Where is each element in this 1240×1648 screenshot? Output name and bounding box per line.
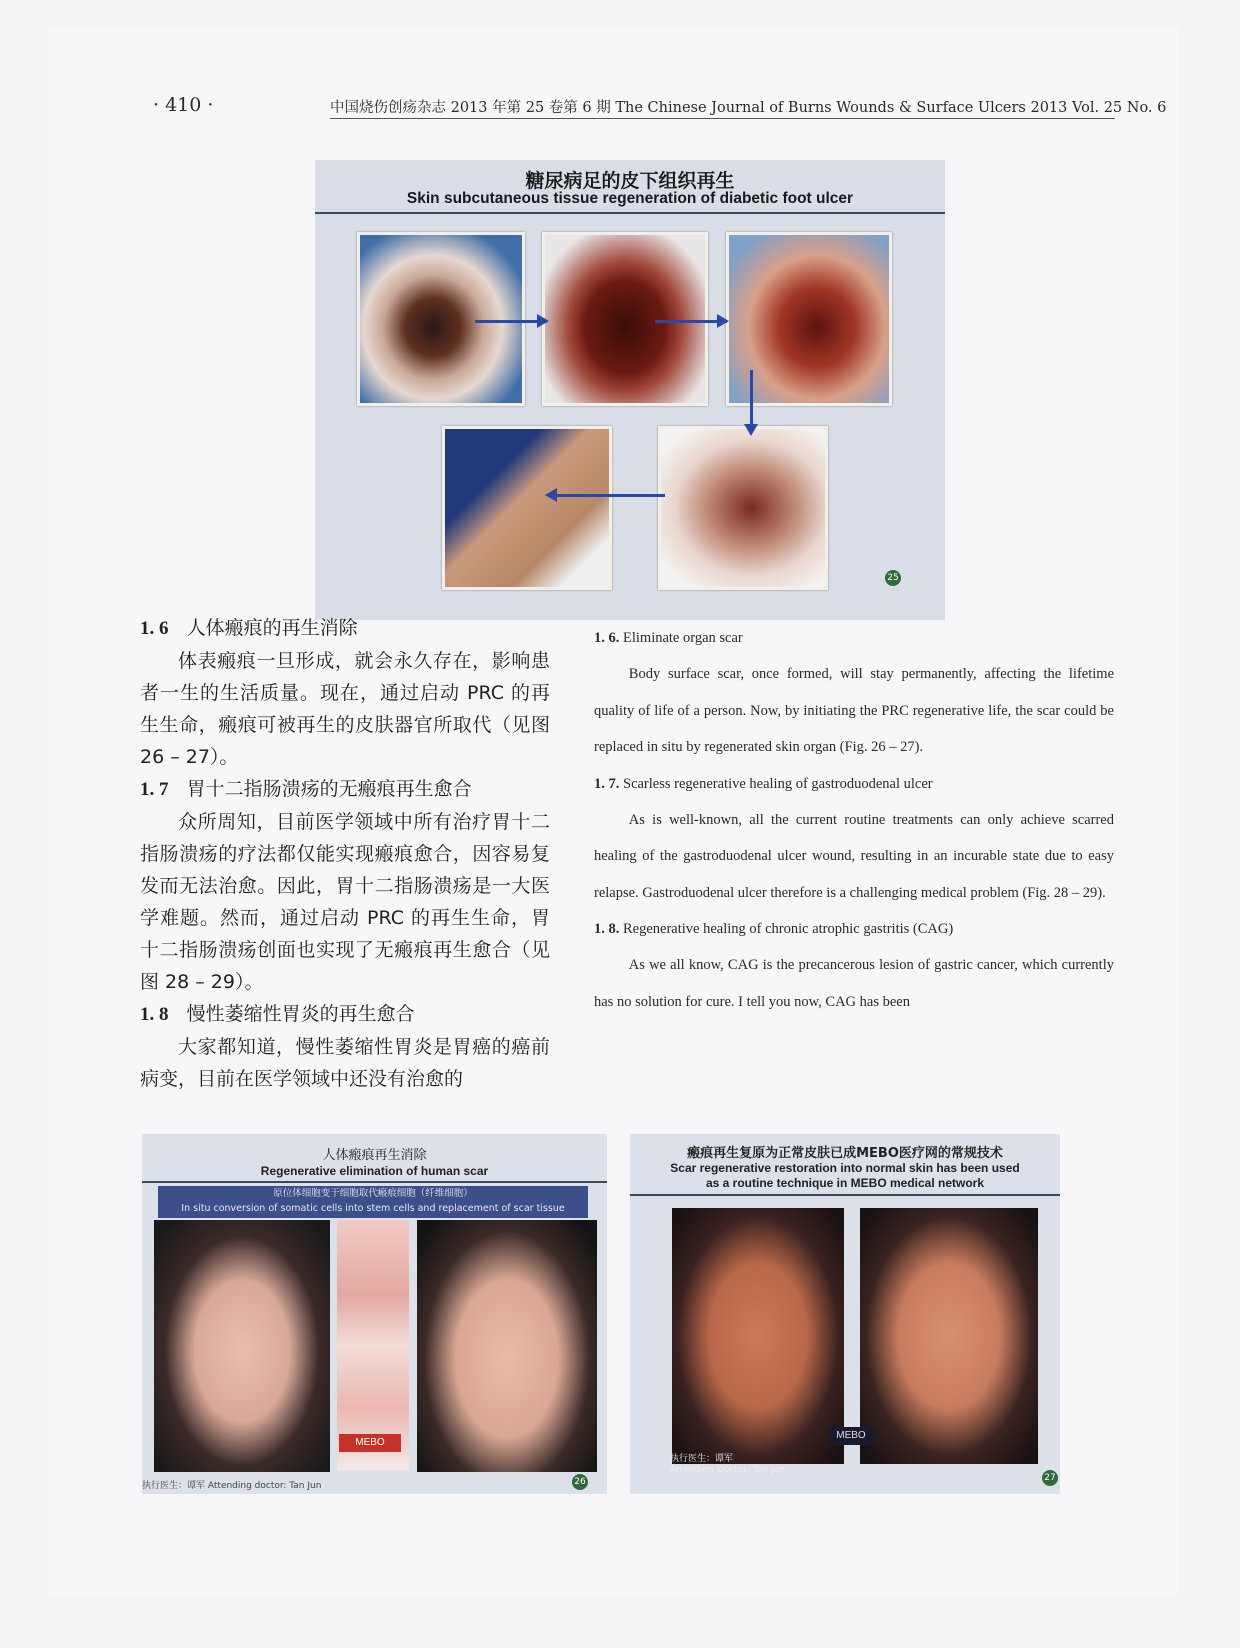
section-1-6-heading-en: [594, 620, 1114, 656]
figure-25-rule: [315, 212, 945, 214]
arrow-right-icon: [475, 320, 547, 323]
section-1-7-heading-en: [594, 766, 1114, 802]
paragraph-1-8-cn: 大家都知道，慢性萎缩性胃炎是胃癌的癌前病变，目前在医学领域中还没有治愈的: [140, 1036, 550, 1090]
figure-25-title-en: Skin subcutaneous tissue regeneration of diabetic foot ulcer: [406, 190, 854, 207]
face-photo-before: [672, 1208, 844, 1464]
paragraph-1-6-cn: 体表瘢痕一旦形成，就会永久存在，影响患者一生的生活质量。现在，通过启动 PRC 的再生生命，瘢痕可被再生的皮肤器官所取代（见图 26 – 27）。: [140, 650, 550, 768]
chinese-column: [140, 612, 550, 1095]
face-photo-after: [417, 1220, 597, 1472]
figure-27-rule: [630, 1194, 1060, 1196]
title-en-line-1: Scar regenerative restoration into normal skin has been used: [670, 1161, 1020, 1175]
figure-26: [142, 1134, 607, 1494]
figure-26-number-badge: 26: [572, 1474, 588, 1490]
foot-photo-stage-2: [542, 232, 708, 406]
title-en-line-2: as a routine technique in MEBO medical network: [705, 1176, 985, 1190]
paragraph-1-6-en: Body surface scar, once formed, will stay permanently, affecting the lifetime quality of life of a person. Now, by initiating the PRC regenerative life, the scar could be replaced in situ by regenerated skin organ (Fig. 26 – 27).: [594, 666, 1114, 755]
figure-27-title-cn: 瘢痕再生复原为正常皮肤已成MEBO医疗网的常规技术: [687, 1146, 1003, 1161]
figure-26-rule: [142, 1181, 607, 1183]
section-1-8-heading-en: [594, 911, 1114, 947]
english-column: [594, 620, 1114, 1020]
page-number: · 410 ·: [153, 94, 214, 116]
section-1-8-heading-cn: [140, 998, 550, 1031]
attending-doctor-caption: 执行医生：谭军 Attending doctor: Tan Jun: [142, 1481, 322, 1491]
figure-26-title-cn: 人体瘢痕再生消除: [322, 1148, 427, 1163]
mebo-label: MEBO: [339, 1434, 401, 1452]
doctor-en: Attending Doctor: Tan Jun: [670, 1465, 785, 1475]
arrow-left-icon: [555, 494, 665, 497]
section-number: 1. 8: [140, 1004, 169, 1025]
section-number: 1. 6: [140, 618, 169, 639]
figure-26-caption-band: [158, 1186, 588, 1218]
foot-photo-stage-1: [357, 232, 525, 406]
section-number: 1. 7.: [594, 775, 620, 792]
attending-doctor-caption: [670, 1454, 830, 1476]
doctor-cn: 执行医生：谭军: [670, 1454, 734, 1464]
figure-27-number-badge: 27: [1042, 1470, 1058, 1486]
arrow-down-icon: [750, 370, 753, 428]
section-title: 人体瘢痕的再生消除: [186, 617, 358, 639]
section-title: 慢性萎缩性胃炎的再生愈合: [186, 1003, 415, 1025]
face-photo-after: [860, 1208, 1038, 1464]
figure-26-title-en: Regenerative elimination of human scar: [260, 1164, 489, 1178]
section-title: Eliminate organ scar: [623, 630, 743, 646]
section-1-6-heading-cn: [140, 612, 550, 645]
section-title: 胃十二指肠溃疡的无瘢痕再生愈合: [186, 778, 472, 800]
foot-photo-stage-4: [658, 426, 828, 590]
figure-25: [315, 160, 945, 620]
figure-25-title-cn: 糖尿病足的皮下组织再生: [525, 170, 735, 192]
mebo-label: MEBO: [828, 1427, 874, 1445]
figure-27: [630, 1134, 1060, 1494]
paragraph-1-7-cn: 众所周知，目前医学领域中所有治疗胃十二指肠溃疡的疗法都仅能实现瘢痕愈合，因容易复发而无法治愈。因此，胃十二指肠溃疡是一大医学难题。然而，通过启动 PRC 的再生生命，胃十二指肠溃疡创面也实现了无瘢痕再生愈合（见图 28 – 29）。: [140, 811, 550, 993]
section-title: Scarless regenerative healing of gastroduodenal ulcer: [623, 775, 933, 792]
foot-photo-stage-5: [442, 426, 612, 590]
figure-27-title-en: [630, 1161, 1060, 1191]
figure-25-number-badge: 25: [885, 570, 901, 586]
section-title: Regenerative healing of chronic atrophic gastritis (CAG): [623, 921, 954, 937]
band-text-en: In situ conversion of somatic cells into stem cells and replacement of scar tissue: [181, 1203, 565, 1214]
journal-header: 中国烧伤创疡杂志 2013 年第 25 卷第 6 期 The Chinese Journal of Burns Wounds & Surface Ulcers 2013 Vol. 25 No. 6: [330, 100, 1167, 116]
header-rule: [330, 118, 1115, 119]
section-number: 1. 8.: [594, 921, 620, 937]
section-number: 1. 7: [140, 779, 169, 800]
arrow-right-icon: [655, 320, 727, 323]
face-photo-before: [154, 1220, 330, 1472]
section-1-7-heading-cn: [140, 773, 550, 806]
paragraph-1-7-en: As is well-known, all the current routine treatments can only achieve scarred healing of the gastroduodenal ulcer wound, resulting in an incurable state due to easy relapse. Gastroduodenal ulcer therefore is a challenging medical problem (Fig. 28 – 29).: [594, 811, 1114, 901]
scar-closeup-photos: [337, 1220, 409, 1470]
band-text-cn: 原位体细胞变干细胞取代瘢痕细胞（纤维细胞）: [273, 1188, 473, 1199]
section-number: 1. 6.: [594, 630, 620, 646]
paragraph-1-8-en: As we all know, CAG is the precancerous lesion of gastric cancer, which currently has no solution for cure. I tell you now, CAG has been: [594, 957, 1114, 1010]
